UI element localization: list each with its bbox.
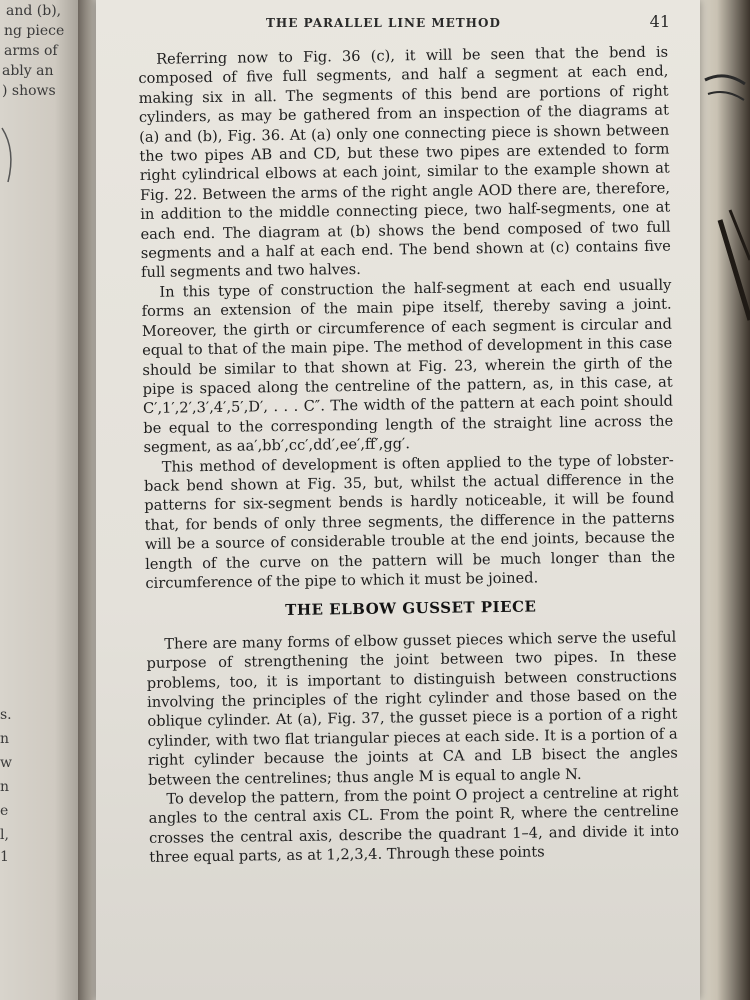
facing-page-text: n bbox=[0, 779, 10, 795]
facing-page-text: 1 bbox=[0, 849, 9, 865]
background-drawing bbox=[700, 70, 750, 330]
facing-page-text: ably an bbox=[2, 63, 54, 79]
page-body bbox=[138, 43, 679, 868]
facing-page-edge bbox=[0, 0, 78, 1000]
facing-page-text: l, bbox=[0, 827, 9, 843]
running-head: THE PARALLEL LINE METHOD bbox=[266, 16, 501, 30]
facing-page-text: ) shows bbox=[2, 83, 56, 99]
facing-page-text: s. bbox=[0, 707, 12, 723]
section-heading: THE ELBOW GUSSET PIECE bbox=[285, 597, 537, 620]
page-number: 41 bbox=[649, 12, 670, 31]
paragraph: In this type of construction the half-segment at each end usually forms an extension of the main pipe itself, thereby saving a joint. Moreover, the girth or circumference of each segment is circular and equal to that of the main pipe. The method of development in this case should be similar to that shown at Fig. 23, wherein the girth of the pipe is spaced along the centreline of the pattern, as, in this case, at C′,1′,2′,3′,4′,5′,D′, . . . C″. The width of the pattern at each point should be equal to the corresponding length of the straight line across the segment, as aa′,bb′,cc′,dd′,ee′,ff′,gg′. bbox=[141, 276, 674, 457]
book-page bbox=[96, 0, 700, 1000]
paragraph: To develop the pattern, from the point O project a centreline at right angles to the central axis CL. From the point R, where the centreline crosses the central axis, describe the quadrant 1–4, and divide it into three equal parts, as at 1,2,3,4. Through these points bbox=[148, 783, 680, 867]
facing-page-text: arms of bbox=[4, 43, 58, 59]
facing-page-text: n bbox=[0, 731, 10, 747]
facing-page-text: and (b), bbox=[6, 3, 62, 19]
paragraph: This method of development is often applied to the type of lobster-back bend shown at Fig. 35, but, whilst the actual difference in the patterns for six-segment bends is hardly noticeable, it will be found that, for bends of only three segments, the difference in the patterns will be a source of considerable trouble at the end joints, because the length of the curve on the pattern will be much longer than the circumference of the pipe to which it must be joined. bbox=[143, 451, 676, 592]
facing-page-text: ng piece bbox=[4, 23, 65, 39]
facing-page-text: w bbox=[0, 755, 12, 771]
paragraph: There are many forms of elbow gusset pieces which serve the useful purpose of strengthening the joint between two pipes. In these problems, too, it is important to distinguish between constructions involving the principles of the right cylinder and those based on the oblique cylinder. At (a), Fig. 37, the gusset piece is a portion of a right cylinder, with two flat triangular pieces at each side. It is a portion of a right cylinder because the joints at CA and LB bisect the angles between the centrelines; thus angle M is equal to angle N. bbox=[146, 628, 678, 789]
facing-page-text: e bbox=[0, 803, 9, 819]
paragraph: Referring now to Fig. 36 (c), it will be seen that the bend is composed of five full segments, and half a segment at each end, making six in all. The segments of this bend are portions of right cylinders, as may be gathered from an inspection of the diagrams at (a) and (b), Fig. 36. At (a) only one connecting piece is shown between the two pipes AB and CD, but these two pipes are extended to form right cylindrical elbows at each joint, similar to the example shown at Fig. 22. Between the arms of the right angle AOD there are, therefore, in addition to the middle connecting piece, two half-segments, one at each end. The diagram at (b) shows the bend composed of two full segments and a half at each end. The bend shown at (c) contains five full segments and two halves. bbox=[138, 43, 671, 282]
page-header bbox=[266, 12, 670, 31]
bracket-line-art bbox=[0, 120, 30, 190]
